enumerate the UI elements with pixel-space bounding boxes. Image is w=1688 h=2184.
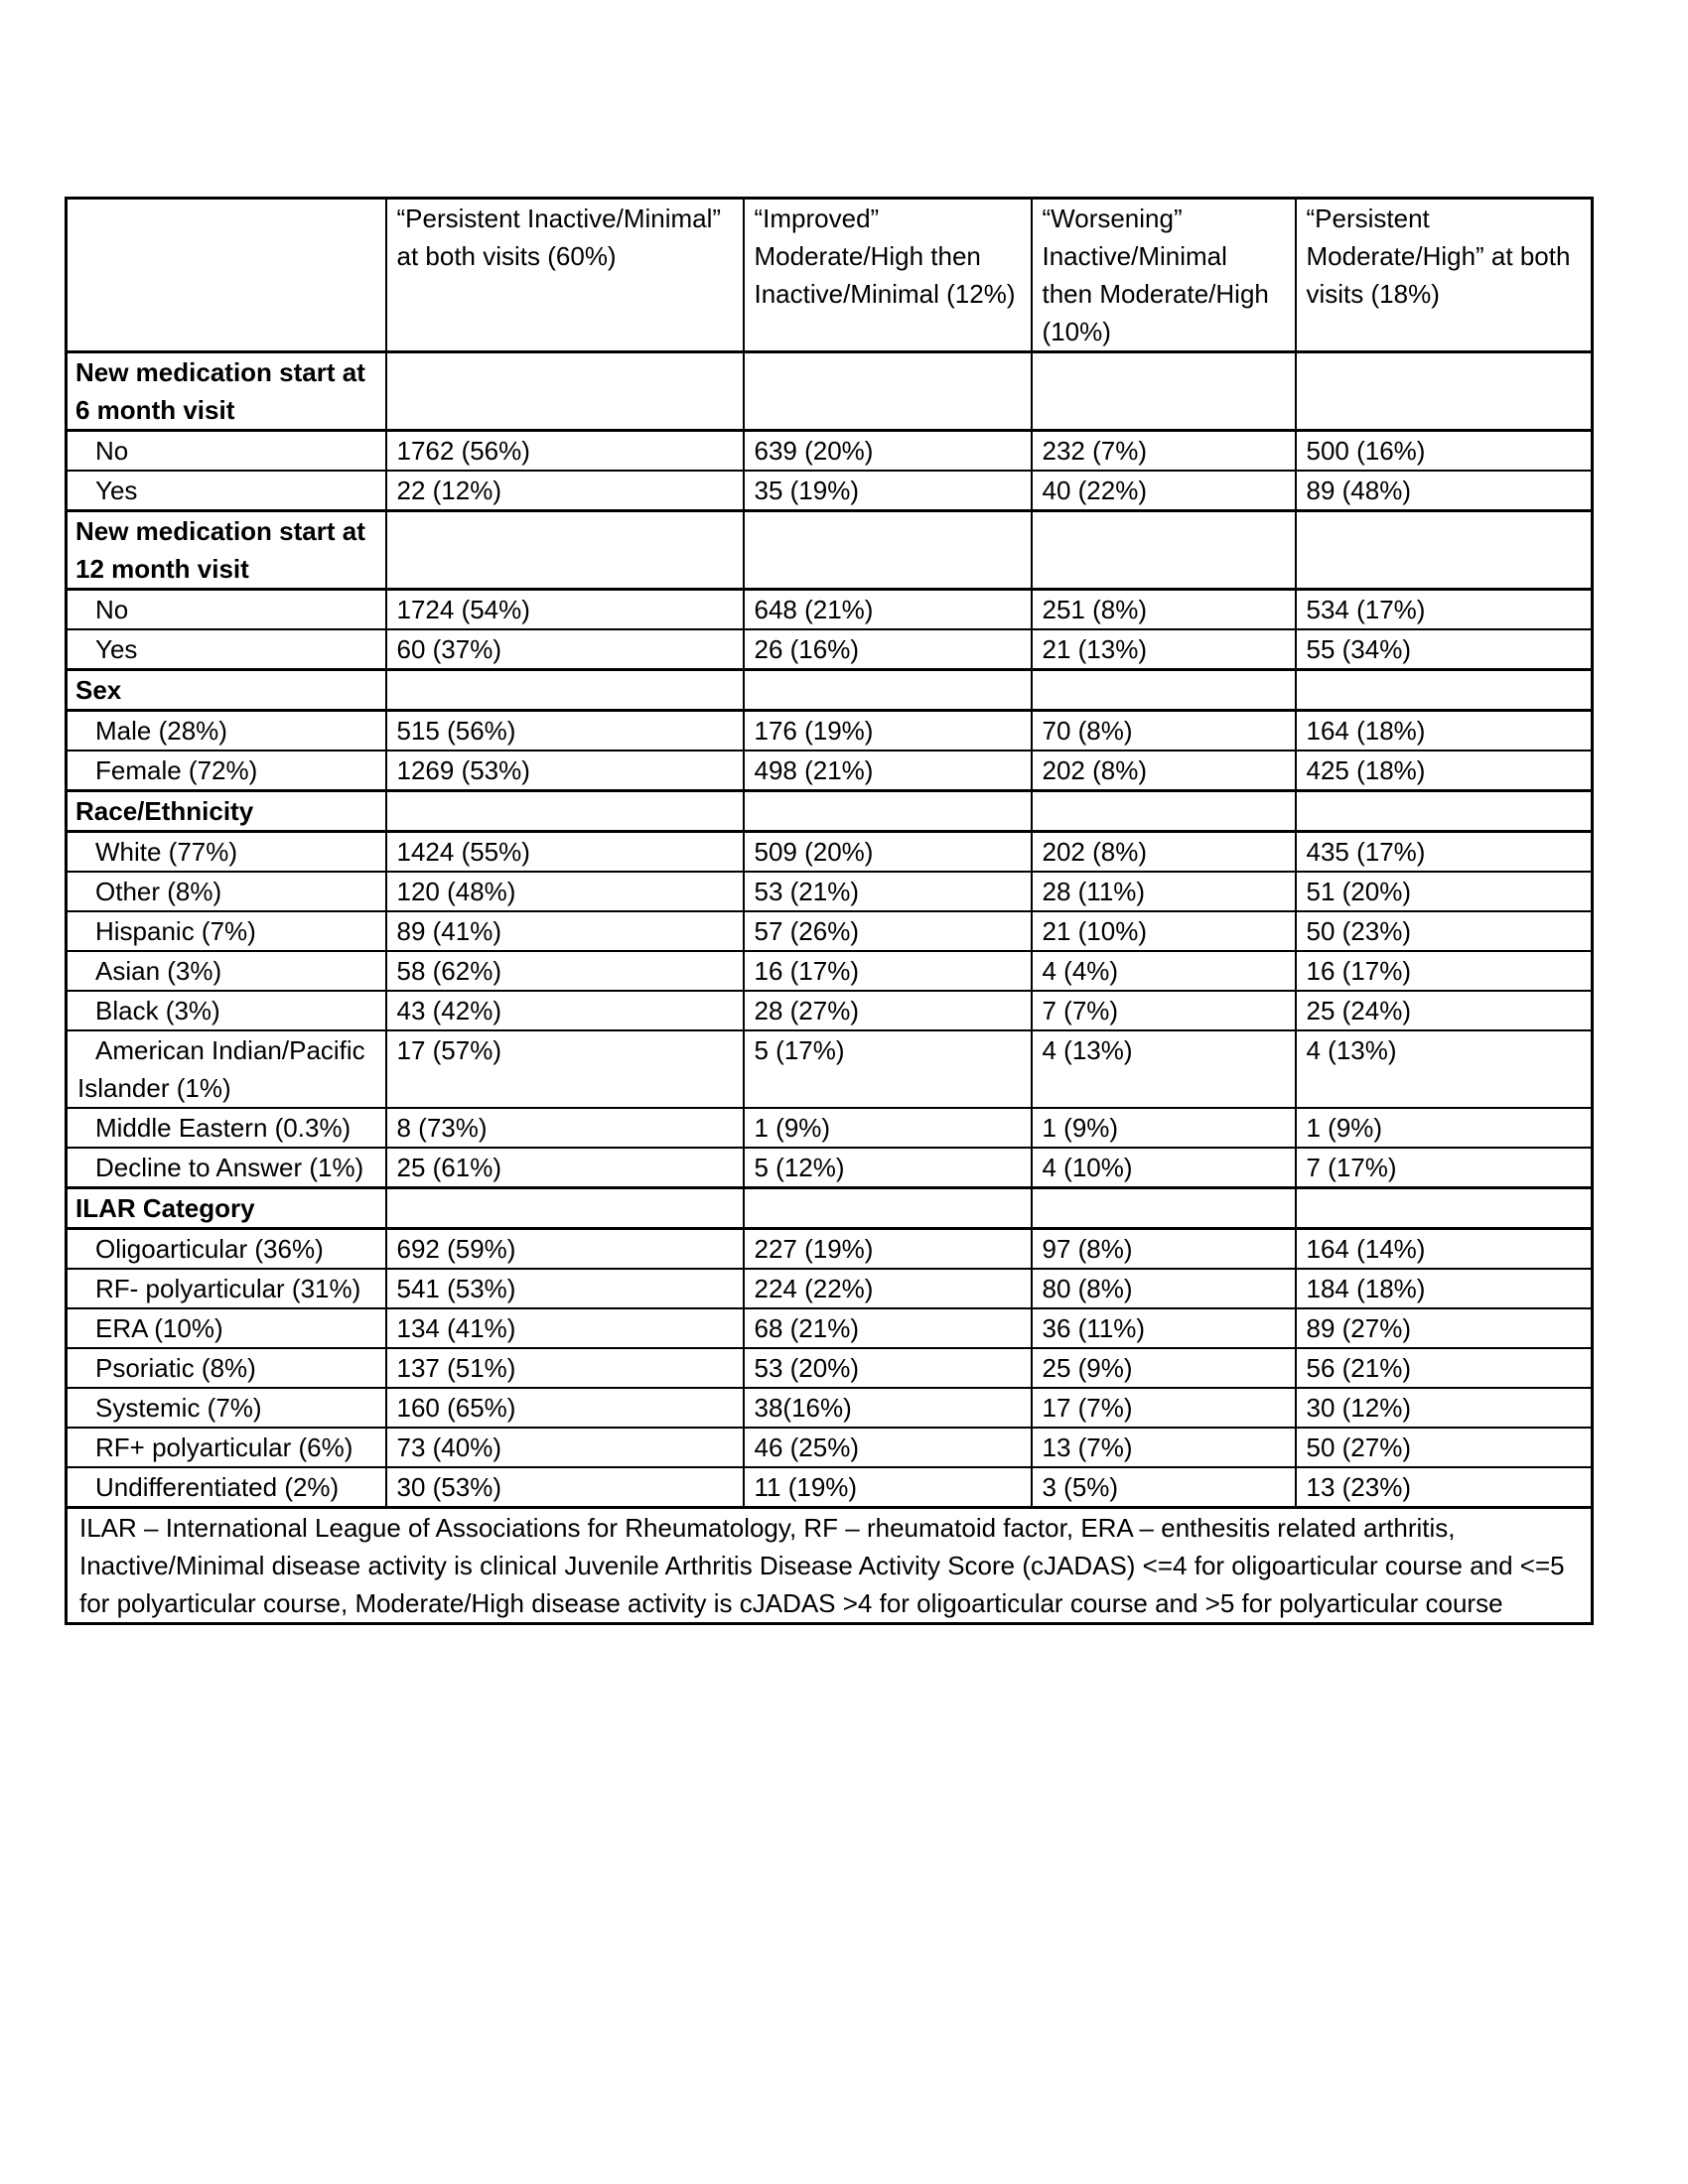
- table-row: [67, 590, 1593, 630]
- value-cell: 28 (11%): [1032, 872, 1296, 911]
- value-cell: 8 (73%): [386, 1108, 744, 1148]
- value-cell: 500 (16%): [1296, 431, 1593, 472]
- value-cell: 435 (17%): [1296, 832, 1593, 873]
- value-cell: 176 (19%): [744, 711, 1032, 751]
- value-cell: [744, 511, 1032, 590]
- value-cell: [386, 791, 744, 832]
- value-cell: 89 (48%): [1296, 471, 1593, 511]
- value-cell: 4 (4%): [1032, 951, 1296, 991]
- value-cell: [386, 1188, 744, 1229]
- value-cell: 26 (16%): [744, 629, 1032, 670]
- footnote-row: [67, 1508, 1593, 1624]
- row-label: Decline to Answer (1%): [67, 1148, 386, 1188]
- value-cell: 36 (11%): [1032, 1308, 1296, 1348]
- value-cell: 5 (17%): [744, 1030, 1032, 1108]
- value-cell: 40 (22%): [1032, 471, 1296, 511]
- value-cell: 13 (7%): [1032, 1428, 1296, 1467]
- section-label: Race/Ethnicity: [67, 791, 386, 832]
- table-row: [67, 711, 1593, 751]
- value-cell: 89 (27%): [1296, 1308, 1593, 1348]
- value-cell: [744, 1188, 1032, 1229]
- value-cell: 13 (23%): [1296, 1467, 1593, 1508]
- value-cell: 498 (21%): [744, 751, 1032, 791]
- value-cell: [744, 791, 1032, 832]
- value-cell: [744, 670, 1032, 711]
- value-cell: 80 (8%): [1032, 1269, 1296, 1308]
- value-cell: 4 (13%): [1032, 1030, 1296, 1108]
- section-label: New medication start at 12 month visit: [67, 511, 386, 590]
- corner-cell: [67, 199, 386, 352]
- table-row: [67, 991, 1593, 1030]
- value-cell: 17 (57%): [386, 1030, 744, 1108]
- value-cell: 46 (25%): [744, 1428, 1032, 1467]
- table-row: [67, 1148, 1593, 1188]
- section-row: [67, 352, 1593, 431]
- value-cell: 22 (12%): [386, 471, 744, 511]
- table-row: [67, 951, 1593, 991]
- value-cell: 164 (14%): [1296, 1229, 1593, 1270]
- table-row: [67, 629, 1593, 670]
- row-label: Hispanic (7%): [67, 911, 386, 951]
- value-cell: 648 (21%): [744, 590, 1032, 630]
- section-label: ILAR Category: [67, 1188, 386, 1229]
- row-label: Undifferentiated (2%): [67, 1467, 386, 1508]
- value-cell: 1762 (56%): [386, 431, 744, 472]
- value-cell: 70 (8%): [1032, 711, 1296, 751]
- table-row: [67, 751, 1593, 791]
- value-cell: 5 (12%): [744, 1148, 1032, 1188]
- value-cell: 51 (20%): [1296, 872, 1593, 911]
- value-cell: 21 (13%): [1032, 629, 1296, 670]
- table-row: [67, 872, 1593, 911]
- value-cell: 425 (18%): [1296, 751, 1593, 791]
- value-cell: 25 (9%): [1032, 1348, 1296, 1388]
- row-label: No: [67, 590, 386, 630]
- value-cell: [1296, 1188, 1593, 1229]
- value-cell: 515 (56%): [386, 711, 744, 751]
- value-cell: 3 (5%): [1032, 1467, 1296, 1508]
- value-cell: [1296, 352, 1593, 431]
- value-cell: 1 (9%): [1032, 1108, 1296, 1148]
- value-cell: 30 (53%): [386, 1467, 744, 1508]
- row-label: RF- polyarticular (31%): [67, 1269, 386, 1308]
- column-header-persistent-inactive: “Persistent Inactive/Minimal” at both visits (60%): [386, 199, 744, 352]
- row-label: Male (28%): [67, 711, 386, 751]
- value-cell: 202 (8%): [1032, 751, 1296, 791]
- value-cell: 60 (37%): [386, 629, 744, 670]
- value-cell: 16 (17%): [1296, 951, 1593, 991]
- value-cell: 541 (53%): [386, 1269, 744, 1308]
- value-cell: [1032, 791, 1296, 832]
- value-cell: 30 (12%): [1296, 1388, 1593, 1428]
- value-cell: [1032, 1188, 1296, 1229]
- value-cell: [1296, 791, 1593, 832]
- row-label: ERA (10%): [67, 1308, 386, 1348]
- value-cell: 160 (65%): [386, 1388, 744, 1428]
- value-cell: 4 (13%): [1296, 1030, 1593, 1108]
- value-cell: 227 (19%): [744, 1229, 1032, 1270]
- table-row: [67, 1269, 1593, 1308]
- table-row: [67, 1030, 1593, 1108]
- table-row: [67, 1229, 1593, 1270]
- value-cell: 534 (17%): [1296, 590, 1593, 630]
- value-cell: 21 (10%): [1032, 911, 1296, 951]
- value-cell: 1424 (55%): [386, 832, 744, 873]
- row-label: No: [67, 431, 386, 472]
- table-row: [67, 1348, 1593, 1388]
- value-cell: 1 (9%): [744, 1108, 1032, 1148]
- table-row: [67, 1428, 1593, 1467]
- value-cell: 202 (8%): [1032, 832, 1296, 873]
- value-cell: 251 (8%): [1032, 590, 1296, 630]
- table-row: [67, 1388, 1593, 1428]
- section-label: New medication start at 6 month visit: [67, 352, 386, 431]
- row-label: Yes: [67, 471, 386, 511]
- value-cell: 89 (41%): [386, 911, 744, 951]
- table-row: [67, 1308, 1593, 1348]
- table-body: [67, 352, 1593, 1508]
- value-cell: 55 (34%): [1296, 629, 1593, 670]
- value-cell: 53 (20%): [744, 1348, 1032, 1388]
- value-cell: [386, 352, 744, 431]
- table-row: [67, 431, 1593, 472]
- row-label: RF+ polyarticular (6%): [67, 1428, 386, 1467]
- value-cell: 25 (61%): [386, 1148, 744, 1188]
- value-cell: 224 (22%): [744, 1269, 1032, 1308]
- row-label: Black (3%): [67, 991, 386, 1030]
- value-cell: 50 (27%): [1296, 1428, 1593, 1467]
- header-row: [67, 199, 1593, 352]
- value-cell: 164 (18%): [1296, 711, 1593, 751]
- table-row: [67, 1108, 1593, 1148]
- value-cell: 1724 (54%): [386, 590, 744, 630]
- value-cell: 56 (21%): [1296, 1348, 1593, 1388]
- value-cell: 17 (7%): [1032, 1388, 1296, 1428]
- column-header-improved: “Improved” Moderate/High then Inactive/Minimal (12%): [744, 199, 1032, 352]
- outcome-table: [65, 197, 1594, 1625]
- value-cell: 137 (51%): [386, 1348, 744, 1388]
- value-cell: [1032, 352, 1296, 431]
- row-label: American Indian/Pacific Islander (1%): [67, 1030, 386, 1108]
- value-cell: 53 (21%): [744, 872, 1032, 911]
- value-cell: 4 (10%): [1032, 1148, 1296, 1188]
- value-cell: 43 (42%): [386, 991, 744, 1030]
- value-cell: 57 (26%): [744, 911, 1032, 951]
- value-cell: [1296, 670, 1593, 711]
- row-label: Systemic (7%): [67, 1388, 386, 1428]
- column-header-worsening: “Worsening” Inactive/Minimal then Moderate/High (10%): [1032, 199, 1296, 352]
- row-label: Psoriatic (8%): [67, 1348, 386, 1388]
- value-cell: 7 (17%): [1296, 1148, 1593, 1188]
- value-cell: [1032, 511, 1296, 590]
- value-cell: 184 (18%): [1296, 1269, 1593, 1308]
- section-row: [67, 1188, 1593, 1229]
- value-cell: [744, 352, 1032, 431]
- table-row: [67, 471, 1593, 511]
- value-cell: 35 (19%): [744, 471, 1032, 511]
- value-cell: 1269 (53%): [386, 751, 744, 791]
- value-cell: 509 (20%): [744, 832, 1032, 873]
- row-label: Asian (3%): [67, 951, 386, 991]
- row-label: White (77%): [67, 832, 386, 873]
- section-row: [67, 791, 1593, 832]
- row-label: Oligoarticular (36%): [67, 1229, 386, 1270]
- value-cell: 25 (24%): [1296, 991, 1593, 1030]
- row-label: Middle Eastern (0.3%): [67, 1108, 386, 1148]
- row-label: Female (72%): [67, 751, 386, 791]
- value-cell: 50 (23%): [1296, 911, 1593, 951]
- value-cell: [386, 511, 744, 590]
- section-row: [67, 670, 1593, 711]
- table-row: [67, 1467, 1593, 1508]
- section-row: [67, 511, 1593, 590]
- value-cell: 1 (9%): [1296, 1108, 1593, 1148]
- value-cell: 38(16%): [744, 1388, 1032, 1428]
- table-row: [67, 832, 1593, 873]
- value-cell: 28 (27%): [744, 991, 1032, 1030]
- value-cell: [1296, 511, 1593, 590]
- value-cell: 120 (48%): [386, 872, 744, 911]
- value-cell: 232 (7%): [1032, 431, 1296, 472]
- value-cell: 11 (19%): [744, 1467, 1032, 1508]
- value-cell: [1032, 670, 1296, 711]
- row-label: Yes: [67, 629, 386, 670]
- value-cell: 134 (41%): [386, 1308, 744, 1348]
- value-cell: 68 (21%): [744, 1308, 1032, 1348]
- value-cell: [386, 670, 744, 711]
- table-row: [67, 911, 1593, 951]
- section-label: Sex: [67, 670, 386, 711]
- value-cell: 73 (40%): [386, 1428, 744, 1467]
- value-cell: 58 (62%): [386, 951, 744, 991]
- column-header-persistent-moderate: “Persistent Moderate/High” at both visits (18%): [1296, 199, 1593, 352]
- value-cell: 692 (59%): [386, 1229, 744, 1270]
- value-cell: 16 (17%): [744, 951, 1032, 991]
- row-label: Other (8%): [67, 872, 386, 911]
- value-cell: 97 (8%): [1032, 1229, 1296, 1270]
- value-cell: 7 (7%): [1032, 991, 1296, 1030]
- value-cell: 639 (20%): [744, 431, 1032, 472]
- table-footnote: ILAR – International League of Associations for Rheumatology, RF – rheumatoid factor, ERA – enthesitis related arthritis, Inactive/Minimal disease activity is clinical Juvenile Arthritis Disease Activity Score (cJADAS) <=4 for oligoarticular course and <=5 for polyarticular course, Moderate/High disease activity is cJADAS >4 for oligoarticular course and >5 for polyarticular course: [67, 1508, 1593, 1624]
